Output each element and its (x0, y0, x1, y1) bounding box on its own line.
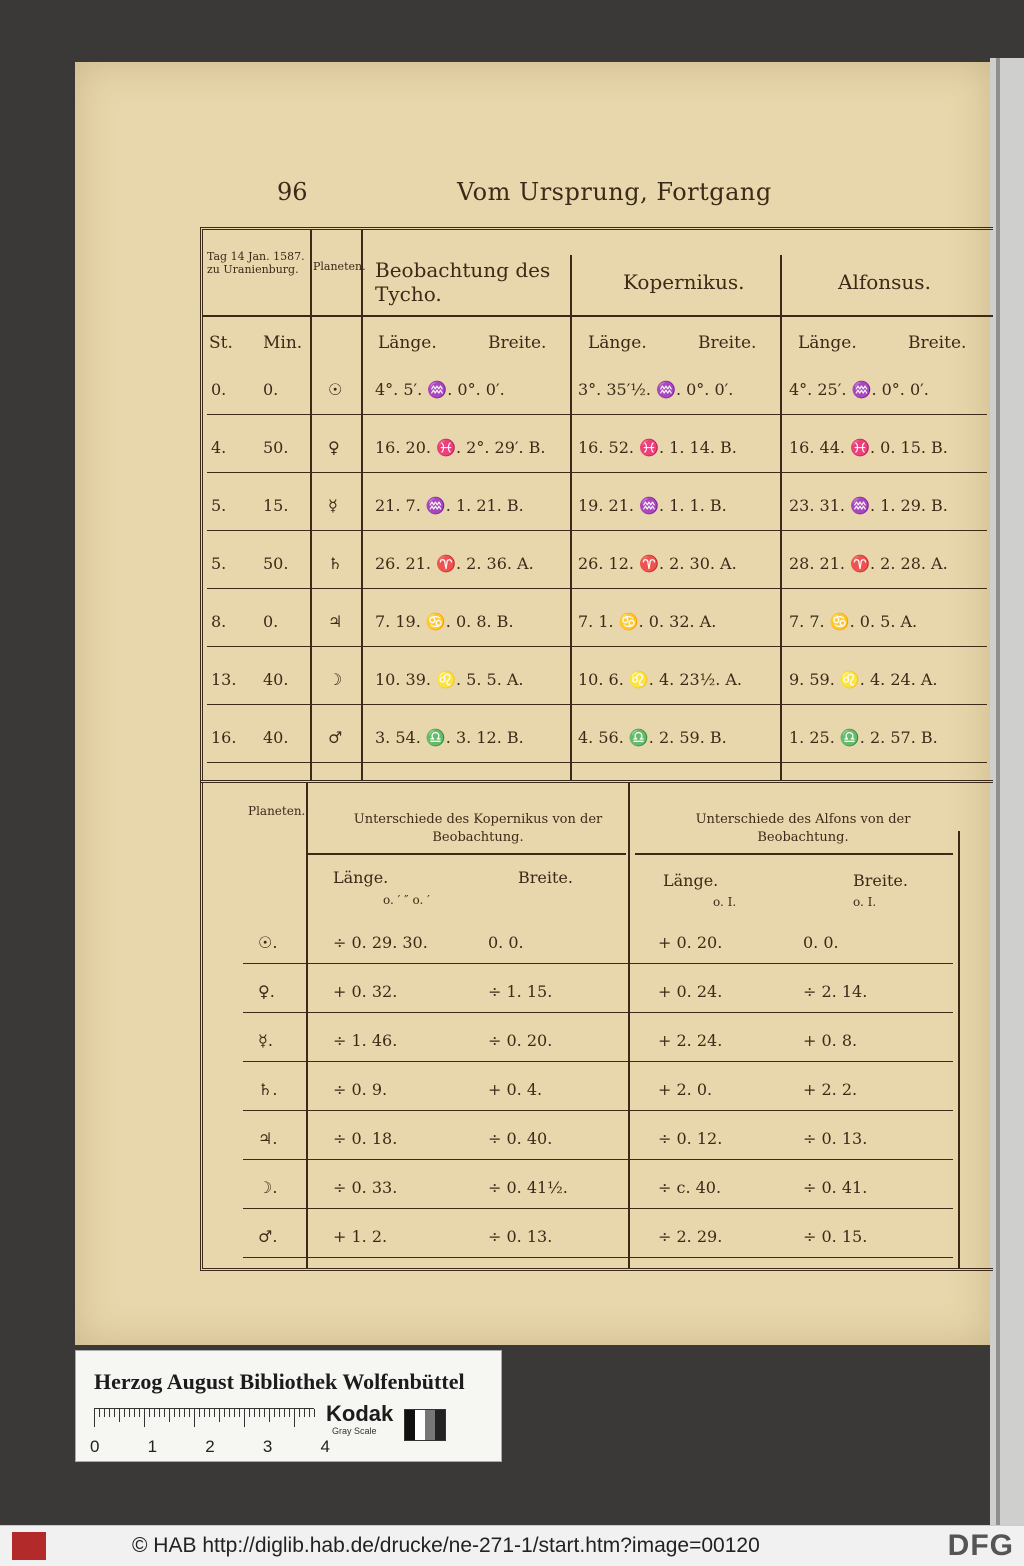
row-minutes: 15. (263, 496, 289, 515)
ruler-tick (99, 1409, 100, 1417)
ruler-tick (144, 1409, 145, 1427)
ruler-tick (139, 1409, 140, 1417)
diff-row-alf-laenge: + 2. 24. (658, 1031, 723, 1050)
library-name: Herzog August Bibliothek Wolfenbüttel (94, 1369, 465, 1394)
diff-row-divider (243, 1061, 953, 1062)
diff-row-alf-laenge: ÷ 2. 29. (658, 1227, 723, 1246)
ruler-tick (109, 1409, 110, 1417)
ruler-tick (309, 1409, 310, 1417)
ruler-tick (194, 1409, 195, 1427)
row-minutes: 50. (263, 554, 289, 573)
row-planet-symbol: ♀ (328, 438, 340, 457)
diff-row-cop-laenge: ÷ 1. 46. (333, 1031, 398, 1050)
diff-row-planet: ♂. (258, 1227, 278, 1246)
row-copernicus-value: 10. 6. ♌. 4. 23½. A. (578, 670, 743, 689)
row-alfonsus-value: 4°. 25′. ♒. 0°. 0′. (789, 380, 929, 399)
row-tycho-value: 26. 21. ♈. 2. 36. A. (375, 554, 534, 573)
footer-bar (0, 1525, 1024, 1566)
adjacent-page-edge (990, 58, 1024, 1525)
row-tycho-value: 4°. 5′. ♒. 0°. 0′. (375, 380, 505, 399)
ruler-tick (314, 1409, 315, 1417)
row-copernicus-value: 16. 52. ♓. 1. 14. B. (578, 438, 737, 457)
ruler-numbers (90, 1437, 330, 1457)
diff-row-alf-laenge: ÷ c. 40. (658, 1178, 722, 1197)
ruler-tick (284, 1409, 285, 1417)
ruler-number: 0 (90, 1437, 100, 1456)
ruler-tick (104, 1409, 105, 1417)
diff-row-alf-breite: ÷ 0. 15. (803, 1227, 868, 1246)
gray-scale-swatch (404, 1409, 446, 1441)
gray-scale-label: Gray Scale (332, 1426, 377, 1436)
row-hours: 16. (211, 728, 237, 747)
row-minutes: 0. (263, 380, 279, 399)
diff-row-divider (243, 1159, 953, 1160)
row-copernicus-value: 7. 1. ♋. 0. 32. A. (578, 612, 717, 631)
header-planets: Planeten. (313, 260, 366, 273)
diff-row-alf-breite: + 0. 8. (803, 1031, 858, 1050)
ruler-tick (264, 1409, 265, 1417)
row-alfonsus-value: 7. 7. ♋. 0. 5. A. (789, 612, 918, 631)
row-hours: 13. (211, 670, 237, 689)
diff-row-divider (243, 1012, 953, 1013)
row-divider (207, 530, 987, 531)
ruler-tick (204, 1409, 205, 1417)
row-copernicus-value: 4. 56. ♎. 2. 59. B. (578, 728, 727, 747)
ruler-tick (234, 1409, 235, 1417)
ruler-tick (304, 1409, 305, 1417)
diff-row-cop-breite: ÷ 0. 13. (488, 1227, 553, 1246)
row-planet-symbol: ♄ (328, 554, 343, 573)
row-planet-symbol: ☿ (328, 496, 338, 515)
ruler-tick (184, 1409, 185, 1417)
row-alfonsus-value: 28. 21. ♈. 2. 28. A. (789, 554, 948, 573)
ruler-tick (294, 1409, 295, 1427)
hab-logo-icon (12, 1532, 46, 1560)
subheader-tycho-laenge: Länge. (378, 333, 437, 353)
diff-alf-breite-label: Breite. (853, 871, 908, 890)
diff-row-divider (243, 1208, 953, 1209)
row-planet-symbol: ♂ (328, 728, 343, 747)
row-hours: 8. (211, 612, 227, 631)
diff-row-cop-laenge: + 1. 2. (333, 1227, 388, 1246)
subheader-alf-laenge: Länge. (798, 333, 857, 353)
row-divider (207, 704, 987, 705)
ruler-tick (214, 1409, 215, 1417)
row-tycho-value: 3. 54. ♎. 3. 12. B. (375, 728, 524, 747)
row-alfonsus-value: 23. 31. ♒. 1. 29. B. (789, 496, 948, 515)
diff-row-planet: ☉. (258, 933, 278, 952)
row-planet-symbol: ☉ (328, 380, 343, 399)
diff-header-planets: Planeten. (248, 804, 306, 818)
row-hours: 0. (211, 380, 227, 399)
subheader-alf-breite: Breite. (908, 333, 967, 353)
diff-cop-breite-label: Breite. (518, 868, 573, 887)
page-number: 96 (277, 178, 308, 206)
ruler-tick (164, 1409, 165, 1417)
ruler-number: 1 (147, 1437, 158, 1456)
diff-row-cop-breite: ÷ 1. 15. (488, 982, 553, 1001)
diff-row-alf-laenge: ÷ 0. 12. (658, 1129, 723, 1148)
header-alfonsus: Alfonsus. (838, 270, 931, 294)
row-copernicus-value: 26. 12. ♈. 2. 30. A. (578, 554, 737, 573)
ruler-tick (169, 1409, 170, 1422)
diff-row-cop-breite: + 0. 4. (488, 1080, 543, 1099)
diff-row-cop-laenge: ÷ 0. 18. (333, 1129, 398, 1148)
diff-row-alf-breite: 0. 0. (803, 933, 839, 952)
ruler-tick (209, 1409, 210, 1417)
row-copernicus-value: 19. 21. ♒. 1. 1. B. (578, 496, 727, 515)
ruler-tick (249, 1409, 250, 1417)
row-divider (207, 646, 987, 647)
ruler-tick (174, 1409, 175, 1417)
diff-alf-units-breite: o. I. (853, 895, 877, 909)
diff-header-alfonsus: Unterschiede des Alfons von der Beobachtung. (695, 812, 911, 845)
ruler-tick (219, 1409, 220, 1422)
diff-row-alf-laenge: + 0. 20. (658, 933, 723, 952)
ruler-tick (154, 1409, 155, 1417)
ruler-number: 4 (320, 1437, 330, 1456)
diff-row-cop-laenge: ÷ 0. 29. 30. (333, 933, 428, 952)
subheader-min: Min. (263, 333, 303, 353)
diff-row-alf-laenge: + 2. 0. (658, 1080, 713, 1099)
diff-row-alf-laenge: + 0. 24. (658, 982, 723, 1001)
ruler-tick (239, 1409, 240, 1417)
row-alfonsus-value: 9. 59. ♌. 4. 24. A. (789, 670, 938, 689)
ruler-tick (189, 1409, 190, 1417)
row-tycho-value: 7. 19. ♋. 0. 8. B. (375, 612, 514, 631)
diff-header-copernicus: Unterschiede des Kopernikus von der Beobachtung. (353, 812, 603, 845)
ruler-tick (289, 1409, 290, 1417)
subheader-cop-laenge: Länge. (588, 333, 647, 353)
row-planet-symbol: ☽ (328, 670, 343, 689)
diff-alf-laenge-label: Länge. (663, 871, 719, 890)
diff-row-cop-laenge: ÷ 0. 33. (333, 1178, 398, 1197)
diff-row-planet: ☿. (258, 1031, 273, 1050)
diff-alf-units-laenge: o. I. (713, 895, 737, 909)
row-divider (207, 588, 987, 589)
diff-row-cop-laenge: + 0. 32. (333, 982, 398, 1001)
ruler-tick (134, 1409, 135, 1417)
ruler-tick (274, 1409, 275, 1417)
subheader-tycho-breite: Breite. (488, 333, 547, 353)
ruler-tick (114, 1409, 115, 1417)
differences-table (200, 780, 993, 1271)
library-label-card (75, 1350, 502, 1462)
ruler-tick (94, 1409, 95, 1427)
copyright-link[interactable]: © HAB http://diglib.hab.de/drucke/ne-271-1/start.htm?image=00120 (132, 1534, 760, 1557)
row-tycho-value: 10. 39. ♌. 5. 5. A. (375, 670, 524, 689)
header-copernicus: Kopernikus. (623, 270, 745, 294)
row-divider (207, 414, 987, 415)
ruler-tick (179, 1409, 180, 1417)
diff-row-planet: ♄. (258, 1080, 278, 1099)
ruler-tick (259, 1409, 260, 1417)
kodak-brand: Kodak (326, 1401, 394, 1426)
ruler-tick (299, 1409, 300, 1417)
observation-table (200, 227, 993, 783)
diff-row-cop-breite: ÷ 0. 40. (488, 1129, 553, 1148)
ruler-tick (254, 1409, 255, 1417)
subheader-cop-breite: Breite. (698, 333, 757, 353)
row-minutes: 50. (263, 438, 289, 457)
diff-row-cop-breite: ÷ 0. 20. (488, 1031, 553, 1050)
ruler-tick (229, 1409, 230, 1417)
diff-row-divider (243, 1110, 953, 1111)
ruler-number: 2 (205, 1437, 215, 1456)
row-divider (207, 762, 987, 763)
row-planet-symbol: ♃ (328, 612, 343, 631)
row-hours: 5. (211, 496, 227, 515)
ruler-tick (244, 1409, 245, 1427)
diff-row-cop-breite: ÷ 0. 41½. (488, 1178, 568, 1197)
diff-row-alf-breite: ÷ 0. 41. (803, 1178, 868, 1197)
dfg-logo: DFG (947, 1529, 1014, 1562)
row-divider (207, 472, 987, 473)
ruler-tick (269, 1409, 270, 1422)
row-alfonsus-value: 16. 44. ♓. 0. 15. B. (789, 438, 948, 457)
diff-row-planet: ☽. (258, 1178, 278, 1197)
diff-row-alf-breite: ÷ 2. 14. (803, 982, 868, 1001)
row-hours: 5. (211, 554, 227, 573)
diff-row-divider (243, 1257, 953, 1258)
ruler-tick (224, 1409, 225, 1417)
ruler-tick (199, 1409, 200, 1417)
diff-row-alf-breite: ÷ 0. 13. (803, 1129, 868, 1148)
row-tycho-value: 16. 20. ♓. 2°. 29′. B. (375, 438, 546, 457)
row-alfonsus-value: 1. 25. ♎. 2. 57. B. (789, 728, 938, 747)
diff-cop-units: o. ′ ″ o. ′ (383, 893, 430, 907)
diff-row-planet: ♃. (258, 1129, 278, 1148)
diff-row-planet: ♀. (258, 982, 275, 1001)
ruler-tick (124, 1409, 125, 1417)
ruler-number: 3 (262, 1437, 273, 1456)
header-tycho: Beobachtung des Tycho. (375, 258, 551, 306)
diff-cop-laenge-label: Länge. (333, 868, 389, 887)
diff-row-divider (243, 963, 953, 964)
ruler-tick (159, 1409, 160, 1417)
subheader-st: St. (209, 333, 233, 353)
ruler (94, 1408, 314, 1427)
row-copernicus-value: 3°. 35′½. ♒. 0°. 0′. (578, 380, 734, 399)
row-tycho-value: 21. 7. ♒. 1. 21. B. (375, 496, 524, 515)
ruler-tick (149, 1409, 150, 1417)
row-minutes: 0. (263, 612, 279, 631)
diff-row-alf-breite: + 2. 2. (803, 1080, 858, 1099)
row-hours: 4. (211, 438, 227, 457)
ruler-tick (119, 1409, 120, 1422)
diff-row-cop-laenge: ÷ 0. 9. (333, 1080, 388, 1099)
ruler-tick (129, 1409, 130, 1417)
ruler-tick (279, 1409, 280, 1417)
diff-row-cop-breite: 0. 0. (488, 933, 524, 952)
row-minutes: 40. (263, 670, 289, 689)
header-day: Tag 14 Jan. 1587. zu Uranienburg. (207, 250, 305, 276)
row-minutes: 40. (263, 728, 289, 747)
running-head: Vom Ursprung, Fortgang (457, 178, 772, 206)
